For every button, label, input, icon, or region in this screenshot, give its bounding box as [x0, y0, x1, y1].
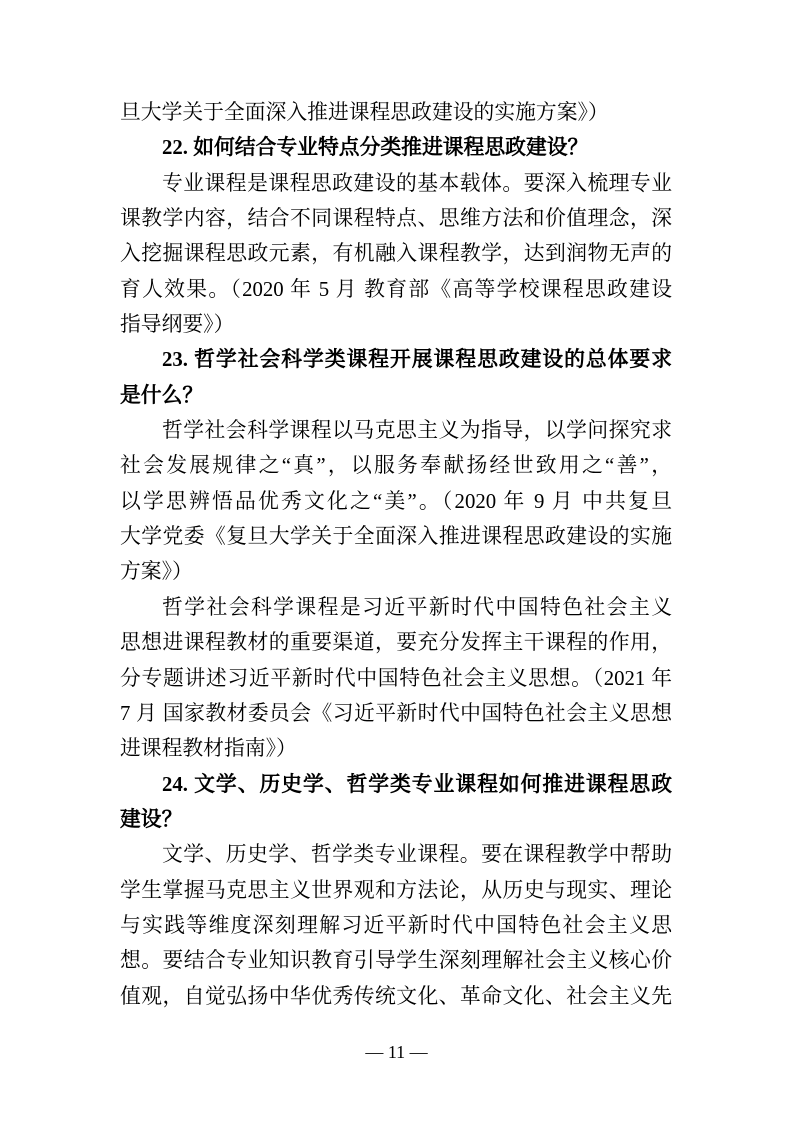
paragraph	[120, 837, 672, 1014]
paragraph-line: 专业课程是课程思政建设的基本载体。要深入梳理专业	[162, 171, 672, 195]
paragraph-line: 社会发展规律之“真”，以服务奉献扬经世致用之“善”，	[120, 454, 672, 478]
question-heading: 建设？	[120, 807, 183, 831]
paragraph-line: 文学、历史学、哲学类专业课程。要在课程教学中帮助	[162, 843, 672, 867]
paragraph-line: 思想进课程教材的重要渠道，要充分发挥主干课程的作用，	[120, 631, 672, 655]
paragraph-line: 哲学社会科学课程是习近平新时代中国特色社会主义	[162, 595, 672, 619]
question-heading: 24. 文学、历史学、哲学类专业课程如何推进课程思政	[162, 772, 672, 796]
paragraph-line: 大学党委《复旦大学关于全面深入推进课程思政建设的实施	[120, 525, 672, 549]
section-24	[120, 767, 672, 1014]
paragraph-line: 学生掌握马克思主义世界观和方法论，从历史与现实、理论	[120, 878, 672, 902]
paragraph-line: 7 月 国家教材委员会《习近平新时代中国特色社会主义思想	[120, 701, 672, 725]
paragraph-line: 哲学社会科学课程以马克思主义为指导，以学问探究求	[162, 419, 672, 443]
paragraph-line: 想。要结合专业知识教育引导学生深刻理解社会主义核心价	[120, 949, 672, 973]
question-heading: 23. 哲学社会科学类课程开展课程思政建设的总体要求	[162, 348, 672, 372]
page-number: — 11 —	[365, 1042, 428, 1062]
question-heading: 22. 如何结合专业特点分类推进课程思政建设？	[162, 136, 589, 160]
continuation-line: 旦大学关于全面深入推进课程思政建设的实施方案》）	[120, 101, 609, 124]
paragraph	[120, 166, 672, 343]
paragraph-line: 以学思辨悟品优秀文化之“美”。（2020 年 9 月 中共复旦	[120, 489, 672, 513]
paragraph-line: 值观，自觉弘扬中华优秀传统文化、革命文化、社会主义先	[120, 984, 672, 1008]
paragraph-line: 入挖掘课程思政元素，有机融入课程教学，达到润物无声的	[120, 242, 672, 266]
paragraph-line: 指导纲要》）	[120, 313, 235, 337]
paragraph	[120, 413, 672, 590]
section-22	[120, 130, 672, 342]
paragraph	[120, 590, 672, 767]
paragraph-line: 课教学内容，结合不同课程特点、思维方法和价值理念，深	[120, 207, 672, 231]
question-heading: 是什么？	[120, 383, 204, 407]
paragraph-line: 分专题讲述习近平新时代中国特色社会主义思想。（2021 年	[120, 666, 672, 690]
page-body	[120, 95, 672, 1014]
paragraph-line: 与实践等维度深刻理解习近平新时代中国特色社会主义思	[120, 913, 672, 937]
paragraph-line: 育人效果。（2020 年 5 月 教育部《高等学校课程思政建设	[120, 277, 672, 301]
paragraph-line: 进课程教材指南》）	[120, 737, 297, 761]
paragraph-line: 方案》）	[120, 560, 193, 584]
section-23	[120, 342, 672, 766]
